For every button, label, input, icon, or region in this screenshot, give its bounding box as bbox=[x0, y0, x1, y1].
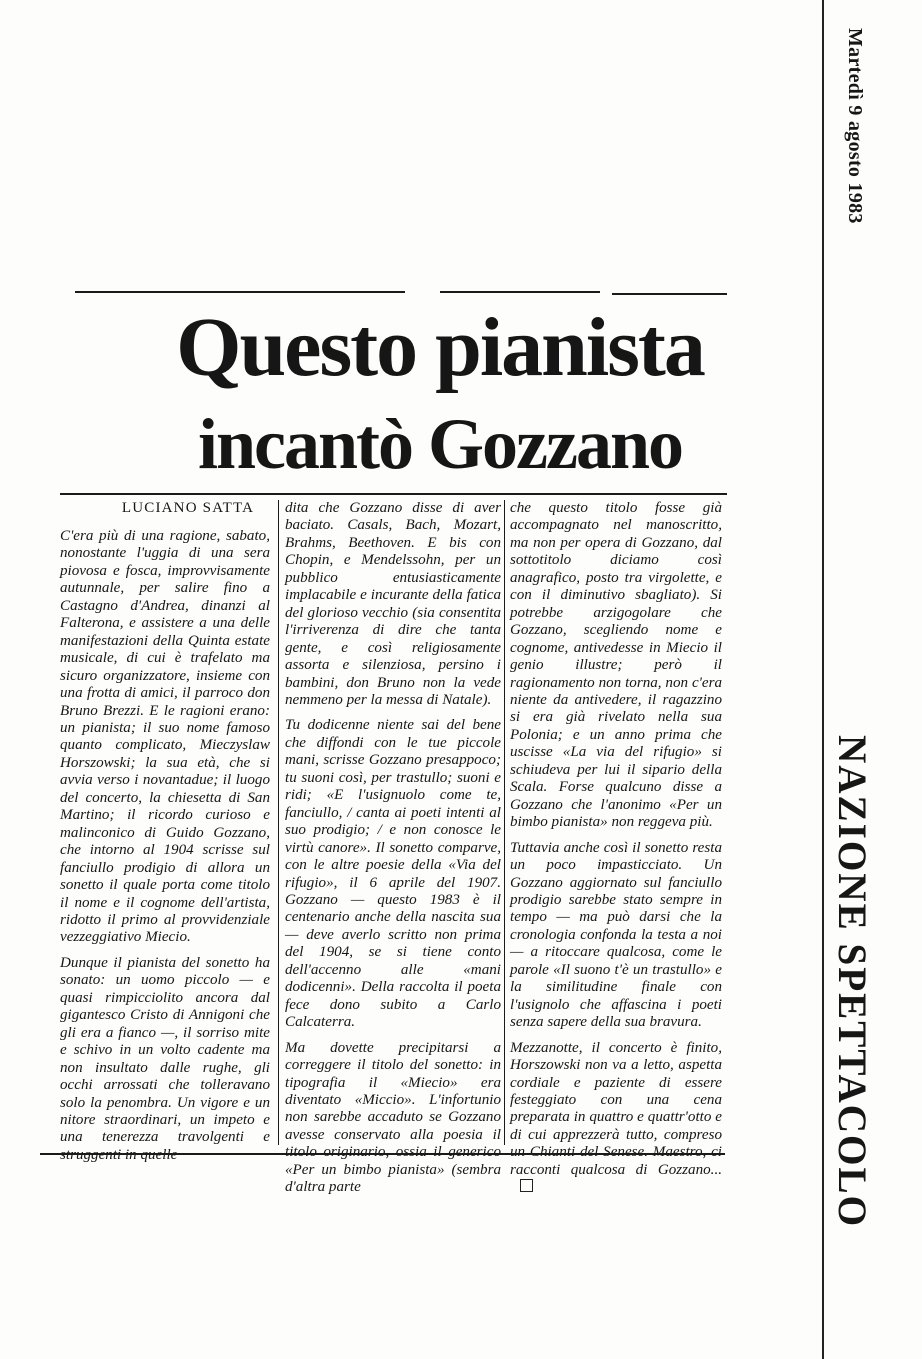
paragraph: dita che Gozzano disse di aver baciato. Casals, Bach, Mozart, Brahms, Beethoven. E bis con Chopin, e Mendelssohn, per un pubblico entusiasticamente implacabile e incurante della fatica del glorioso vecchio (sia consentita l'irriverenza di dire che tanta gente, e così religiosamente assorta e silenziosa, persino i bambini, don Bruno non la vede nemmeno per la messa di Natale). bbox=[285, 500, 501, 708]
headline-line-1: Questo pianista bbox=[176, 301, 704, 394]
article-column-3 bbox=[510, 500, 722, 1205]
headline-line-2: incantò Gozzano bbox=[198, 404, 682, 484]
paragraph-final-text: Mezzanotte, il concerto è finito, Horszowski non va a letto, aspetta cordiale e paziente di essere festeggiato con una cena preparata in quattro e quattr'otto e di cui apprezzerà tutto, compreso racconti qualcosa di Gozzano... bbox=[510, 1039, 722, 1178]
column-separator bbox=[504, 500, 505, 1145]
vertical-divider bbox=[822, 0, 824, 420]
date-line: Martedì 9 agosto 1983 bbox=[844, 28, 866, 224]
top-rule bbox=[612, 293, 727, 295]
paragraph: C'era più di una ragione, sabato, nonostante l'uggia di una sera piovosa e fosca, improvvisamente autunnale, per salire fino a Castagno d'Andrea, dinanzi al Falterona, e assistere a una delle manifestazioni della Quinta estate musicale, di cui è trafelato ma sicuro organizzatore, insieme con una frotta di amici, il parroco don Bruno Brezzi. E le ragioni erano: un pianista; il suo nome famoso quanto complicato, Mieczyslaw Horszowski; la sua età, che si avvia verso i novantadue; il luogo del concerto, la chiesetta di San Martino; il ricordo curioso e malinconico di Guido Gozzano, che intorno al 1904 scrisse sul fanciullo prodigio di allora un sonetto il quale porta come titolo il nome e il cognome dell'artista, ridotto il primo al provvidenziale vezzeggiativo Miecio. bbox=[60, 528, 270, 946]
masthead: NAZIONE SPETTACOLO bbox=[830, 735, 875, 1229]
paragraph: Ma dovette precipitarsi a correggere il titolo del sonetto: in tipografia il «Miecio» era diventato «Miccio». L'infortunio non sarebbe accaduto se Gozzano avesse conservato alla poesia il «Per un bimbo pianista» (sembra d'altra parte bbox=[285, 1039, 501, 1196]
paragraph-final bbox=[510, 1040, 722, 1197]
byline: LUCIANO SATTA bbox=[121, 500, 255, 516]
top-rule bbox=[440, 291, 600, 293]
headline bbox=[120, 300, 760, 492]
end-mark-icon bbox=[520, 1179, 533, 1192]
vertical-divider-lower bbox=[822, 420, 824, 1359]
bottom-rule bbox=[40, 1153, 725, 1155]
paragraph: Dunque il pianista del sonetto ha sonato: un uomo piccolo — e quasi rimpicciolito ancora dal gigantesco Cristo di Annigoni che gli era a fianco —, il sorriso mite e schivo in un volto cadente ma non insultato dalle rughe, gli occhi arrossati che tolleravano solo la penombra. Un vigore e un nitore straordinari, un impeto e una tenerezza travolgenti e bbox=[60, 954, 270, 1146]
article-column-1 bbox=[60, 528, 270, 1172]
column-separator bbox=[278, 500, 279, 1145]
headline-rule bbox=[60, 493, 727, 495]
paragraph: Tu dodicenne niente sai del bene che diffondi con le tue piccole mani, scrisse Gozzano presappoco; tu suoni così, per trastullo; suoni e ridi; «E l'usignuolo come te, fanciullo, / canta ai poeti intenti al suo prodigio; / e non conosce le virtù canore». Il sonetto comparve, con le altre poesie della «Via del rifugio», il 6 aprile del 1907. Gozzano — questo 1983 è il centenario anche della nascita sua — deve averlo scritto non prima del 1904, se si tiene conto dell'accenno alle «mani dodicenni». Della raccolta il poeta fece dono subito a Carlo Calcaterra. bbox=[285, 717, 501, 1031]
top-rule bbox=[75, 291, 405, 293]
paragraph: che questo titolo fosse già accompagnato nel manoscritto, ma non per opera di Gozzano, dal sottotitolo diciamo così anagrafico, posto tra virgolette, e con il diminutivo sbagliato). Si potrebbe arzigogolare che Gozzano, scegliendo nome e cognome, antivedesse in Miecio il genio illustre; però il ragionamento non torna, non c'era niente da antivedere, il ragazzino si era già rivelato nella sua Polonia; e un anno prima che uscisse «La via del rifugio» si schiudeva per lui il sipario della Scala. Forse qualcuno disse a Gozzano che l'anonimo «Per un bimbo pianista» non reggeva più. bbox=[510, 500, 722, 831]
article-column-2 bbox=[285, 500, 501, 1205]
paragraph: Tuttavia anche così il sonetto resta un poco impasticciato. Un Gozzano aggiornato sul fanciullo prodigio sarebbe stato sempre in tempo — ma può darsi che la cronologia confonda la testa a noi — a ritoccare qualcosa, come le parole «Il suono t'è un trastullo» e la similitudine finale con l'usignolo che affascina i poeti senza sapere della sua bravura. bbox=[510, 839, 722, 1031]
